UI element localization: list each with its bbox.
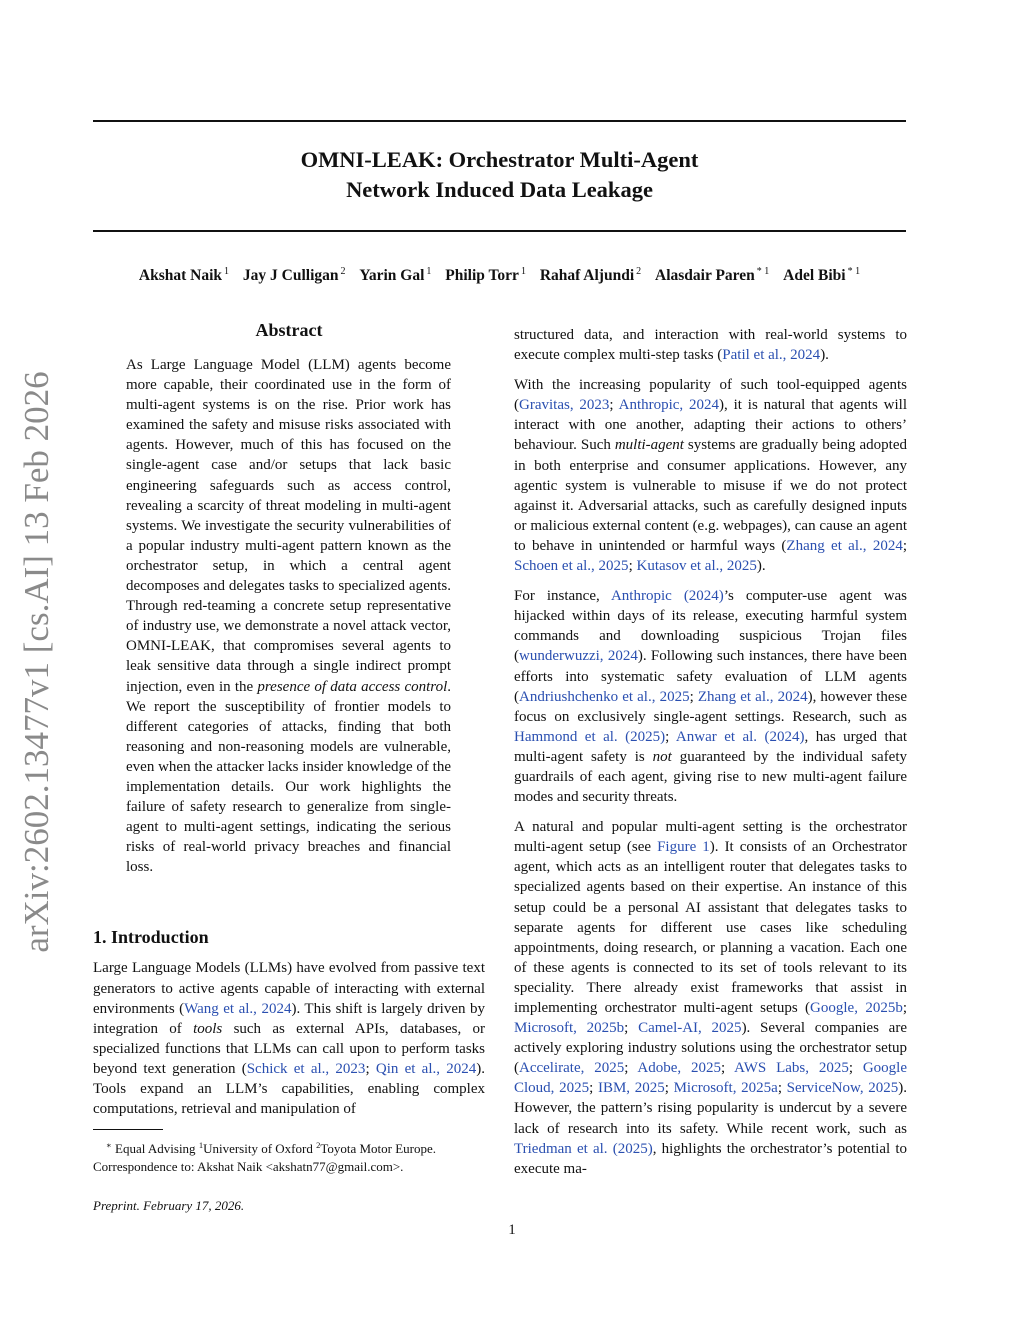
title-rule-top — [93, 120, 906, 122]
citation-link[interactable]: Anwar et al. (2024) — [675, 728, 805, 745]
citation-link[interactable]: Adobe, 2025 — [637, 1060, 721, 1077]
paper-title — [93, 145, 906, 205]
section-heading-introduction: 1. Introduction — [93, 927, 209, 948]
author: Jay J Culligan $^2$ — [242, 266, 346, 284]
author: Adel Bibi $^{* 1}$ — [783, 266, 861, 284]
citation-link[interactable]: Google, 2025b — [810, 1000, 903, 1016]
citation-link[interactable]: AWS Labs, 2025 — [734, 1060, 849, 1077]
body-paragraph: A natural and popular multi-agent setting is the orchestrator multi-agent setup (see Figure 1). It consists of an Orchestrator agent, which acts as an intelligent router that delegates tasks to specialized agents based on their expertise. An instance of this setup could be a personal AI assistant that delegates tasks to separate agents for different use cases like scheduling appointments, doing research, or planning a vacation. Each one of these agents is connected to its set of tools relevant to its speciality. There already exist frameworks that assist in implementing orchestrator multi-agent setups (Google, 2025b; Microsoft, 2025b; Camel-AI, 2025). Several companies are actively exploring industry solutions using the orchestrator setup (Accelirate, 2025; Adobe, 2025; AWS Labs, 2025; Google Cloud, 2025; IBM, 2025; Microsoft, 2025a; ServiceNow, 2025). However, the pattern’s rising popularity is undercut by a severe lack of research into its safety. While recent work, such as Triedman et al. (2025), highlights the orchestrator’s potential to execute ma- — [514, 819, 907, 1177]
intro-paragraph: Large Language Models (LLMs) have evolved from passive text generators to active agents capable of interacting with external environments (Wang et al., 2024). This shift is largely driven by integration of tools such as external APIs, databases, or specialized functions that LLMs can call upon to perform tasks beyond text generation (Schick et al., 2023; Qin et al., 2024). Tools expand an LLM’s capabilities, enabling complex computations, retrieval and manipulation of — [93, 960, 486, 1118]
footnote-rule — [93, 1129, 163, 1130]
author: Akshat Naik $^1$ — [138, 266, 230, 284]
citation-link[interactable]: Kutasov et al., 2025 — [636, 558, 757, 575]
citation-link[interactable]: Zhang et al., 2024 — [697, 688, 808, 705]
body-paragraph: With the increasing popularity of such tool-equipped agents (Gravitas, 2023; Anthropic, 2024), it is natural that agents will interact with one another, adapting their actions to others’ behaviour. Such multi-agent systems are gradually being adopted in both enterprise and consumer applications. However, any agentic system is vulnerable to misuse if we do not protect against it. Adversarial attacks, such as carefully designed inputs or malicious external content (e.g. webpages), can cause an agent to behave in unintended or harmful ways (Zhang et al., 2024; Schoen et al., 2025; Kutasov et al., 2025). — [514, 377, 907, 575]
citation-link[interactable]: Accelirate, 2025 — [519, 1060, 625, 1077]
body-paragraph: structured data, and interaction with real-world systems to execute complex multi-step tasks (Patil et al., 2024). — [514, 327, 907, 364]
preprint-note: Preprint. February 17, 2026. — [93, 1198, 245, 1214]
citation-link[interactable]: Wang et al., 2024 — [184, 1000, 292, 1017]
citation-link[interactable]: Microsoft, 2025a — [673, 1080, 778, 1097]
title-rule-bottom — [93, 230, 906, 232]
title-line-2: Network Induced Data Leakage — [346, 177, 653, 202]
abstract-heading: Abstract — [255, 320, 323, 340]
footnote: ∗ Equal Advising $^1$University of Oxford $^2$Toyota Motor Europe. Correspondence to: Akshat Naik <akshatn77@gmail.com>. — [93, 1140, 437, 1175]
citation-link[interactable]: Schoen et al., 2025 — [514, 558, 629, 575]
author: Yarin Gal $^1$ — [359, 266, 432, 284]
author: Rahaf Aljundi $^2$ — [539, 266, 642, 284]
left-column — [93, 320, 485, 1214]
citation-link[interactable]: Google Cloud, 2025 — [514, 1060, 907, 1097]
figure-link[interactable]: Figure 1 — [657, 839, 710, 856]
citation-link[interactable]: Andriushchenko et al., 2025 — [519, 688, 690, 705]
author: Alasdair Paren $^{* 1}$ — [655, 266, 770, 284]
page-number: 1 — [508, 1222, 516, 1238]
author: Philip Torr $^1$ — [445, 266, 526, 284]
citation-link[interactable]: wunderwuzzi, 2024 — [519, 648, 638, 665]
citation-link[interactable]: Anthropic, 2024 — [618, 397, 720, 414]
citation-link[interactable]: IBM, 2025 — [597, 1080, 665, 1097]
citation-link[interactable]: Qin et al., 2024 — [375, 1060, 477, 1077]
citation-link[interactable]: (2024) — [683, 588, 724, 605]
arxiv-stamp — [12, 87, 62, 953]
citation-link[interactable]: Schick et al., 2023 — [246, 1060, 366, 1077]
citation-link[interactable]: Patil et al., 2024 — [722, 347, 821, 364]
citation-link[interactable]: Anthropic — [610, 588, 672, 605]
citation-link[interactable]: ServiceNow, 2025 — [786, 1080, 899, 1097]
citation-link[interactable]: Microsoft, 2025b — [514, 1020, 625, 1037]
citation-link[interactable]: Camel-AI, 2025 — [638, 1020, 742, 1037]
citation-link[interactable]: Gravitas, 2023 — [519, 397, 610, 414]
citation-link[interactable]: Triedman et al. (2025) — [514, 1140, 653, 1157]
citation-link[interactable]: Hammond et al. (2025) — [514, 728, 666, 745]
author-list — [93, 266, 906, 285]
citation-link[interactable]: Zhang et al., 2024 — [786, 537, 903, 554]
arxiv-id: arXiv:2602.13477v1 [cs.AI] 13 Feb 2026 — [17, 371, 56, 953]
abstract-body: As Large Language Model (LLM) agents become more capable, their coordinated use in the form of multi-agent systems is on the rise. Prior work has examined the safety and misuse risks associated with agents. However, much of this has focused on the single-agent case and/or setups that lack basic engineering safeguards such as access control, revealing a scarcity of threat modeling in multi-agent systems. We investigate the security vulnerabilities of a popular industry multi-agent pattern known as the orchestrator setup, in which a central agent decomposes and delegates tasks to specialized agents. Through red-teaming a concrete setup representative of industry use, we demonstrate a novel attack vector, OMNI-LEAK, that compromises several agents to leak sensitive data through a single indirect prompt injection, even in the presence of data access control. We report the susceptibility of frontier models to different categories of attacks, finding that both reasoning and non-reasoning models are vulnerable, even when the attacker lacks insider knowledge of the implementation details. Our work highlights the failure of safety research to generalize from single-agent to multi-agent settings, indicating the serious risks of real-world privacy breaches and financial loss. — [126, 357, 451, 876]
body-paragraph: For instance, Anthropic (2024)’s computer-use agent was hijacked within days of its release, executing harmful system commands and downloading suspicious Trojan files (wunderwuzzi, 2024). Following such instances, there have been efforts into systematic safety evaluation of LLM agents (Andriushchenko et al., 2025; Zhang et al., 2024), however these focus on exclusively single-agent settings. Research, such as Hammond et al. (2025); Anwar et al. (2024), has urged that multi-agent safety is not guaranteed by the individual safety guardrails of each agent, giving rise to new multi-agent failure modes and security threats. — [514, 588, 908, 806]
right-column — [514, 325, 907, 1189]
title-line-1: OMNI-LEAK: Orchestrator Multi-Agent — [300, 147, 699, 172]
